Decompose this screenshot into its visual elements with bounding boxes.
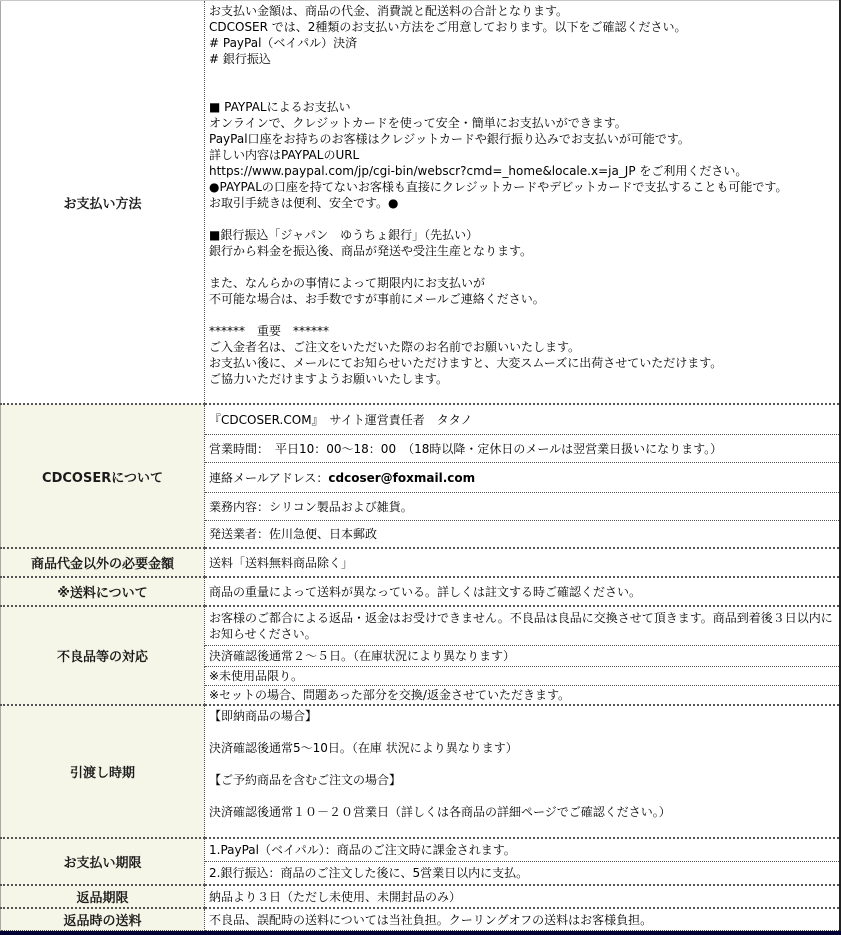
text-line: また、なんらかの事情によって期限内にお支払いが bbox=[209, 276, 486, 290]
text-line: # 銀行振込 bbox=[209, 52, 271, 66]
bottom-divider-bar bbox=[0, 931, 841, 935]
text-line: 不可能な場合は、お手数ですが事前にメールご連絡ください。 bbox=[209, 292, 545, 306]
delivery-time-text bbox=[205, 705, 841, 838]
text-line: ****** 重要 ****** bbox=[209, 324, 330, 338]
row-header-defective: 不良品等の対応 bbox=[1, 606, 205, 705]
contact-email: cdcoser@foxmail.com bbox=[328, 470, 476, 485]
text-line: 決済確認後通常5～10日。（在庫 状況により異なります） bbox=[209, 741, 518, 755]
text-line: 銀行から料金を振込後、商品が発送や受注生産となります。 bbox=[209, 244, 533, 258]
text-line: 決済確認後通常１０－２０営業日（詳しくは各商品の詳細ページでご確認ください。） bbox=[209, 805, 671, 819]
defective-unused-only: ※未使用品限り。 bbox=[205, 667, 841, 686]
row-header-about: CDCOSERについて bbox=[1, 404, 205, 548]
row-header-return-period: 返品期限 bbox=[1, 885, 205, 908]
about-business-hours: 営業時間： 平日10：00～18：00 （18時以降・定休日のメールは翌営業日扱いになります。） bbox=[205, 435, 841, 463]
about-business-content: 業務内容：シリコン製品および雑貨。 bbox=[205, 493, 841, 521]
shipping-note-text: 商品の重量によって送料が異なっている。詳しくは註文する時ご確認ください。 bbox=[205, 577, 841, 606]
text-line bbox=[209, 788, 835, 804]
text-line: # PayPal（ベイパル）決済 bbox=[209, 36, 358, 50]
text-line: お支払い後に、メールにてお知らせいただけますと、大変スムーズに出荷させていただけます。 bbox=[209, 356, 723, 370]
text-line bbox=[209, 724, 835, 740]
contact-label: 連絡メールアドレス： bbox=[209, 470, 329, 485]
text-line bbox=[209, 307, 835, 323]
text-line: 詳しい内容はPAYPALのURL bbox=[209, 148, 360, 162]
row-header-return-shipping: 返品時の送料 bbox=[1, 908, 205, 931]
defective-exchange-time: 決済確認後通常２～５日。（在庫状況により異なります） bbox=[205, 646, 841, 667]
about-contact bbox=[205, 463, 841, 493]
text-line bbox=[209, 211, 835, 227]
payment-method-text bbox=[205, 1, 841, 405]
row-header-extra-fees: 商品代金以外の必要金額 bbox=[1, 548, 205, 577]
defective-policy-text: お客様のご都合による返品・返金はお受けできません。不良品は良品に交換させて頂きます。商品到着後３日以内にお知らせください。 bbox=[205, 606, 841, 646]
text-line: ご入金者名は、ご注文をいただいた際のお名前でお願いいたします。 bbox=[209, 340, 581, 354]
text-line: ●PAYPALの口座を持てないお客様も直接にクレジットカードやデビットカードで支払することも可能です。 bbox=[209, 180, 788, 194]
text-line: お取引手続きは便利、安全です。● bbox=[209, 196, 399, 210]
text-line: PayPal口座をお持ちのお客様はクレジットカードや銀行振り込みでお支払いが可能です。 bbox=[209, 132, 690, 146]
extra-fees-text: 送料「送料無料商品除く」 bbox=[205, 548, 841, 577]
deadline-bank-transfer: 2.銀行振込：商品のご注文した後に、5営業日以内に支払。 bbox=[205, 862, 841, 886]
text-line bbox=[209, 83, 835, 99]
row-header-payment-method: お支払い方法 bbox=[1, 1, 205, 405]
paypal-url-text: https://www.paypal.com/jp/cgi-bin/webscr?cmd=_home&locale.x=ja_JP をご利用ください。 bbox=[209, 164, 748, 178]
text-line: ■ PAYPALによるお支払い bbox=[209, 100, 351, 114]
row-header-shipping-note: ※送料について bbox=[1, 577, 205, 606]
text-line: 【ご予約商品を含むご注文の場合】 bbox=[209, 773, 402, 787]
row-header-delivery: 引渡し時期 bbox=[1, 705, 205, 838]
text-line bbox=[209, 259, 835, 275]
text-line: お支払い金額は、商品の代金、消費説と配送料の合計となります。 bbox=[209, 4, 569, 18]
text-line: ■銀行振込「ジャパン ゆうちょ銀行」（先払い） bbox=[209, 228, 479, 242]
return-period-text: 納品より３日（ただし未使用、未開封品のみ） bbox=[205, 885, 841, 908]
text-line: ご協力いただけますようお願いいたします。 bbox=[209, 372, 449, 386]
about-shippers: 発送業者：佐川急便、日本郵政 bbox=[205, 521, 841, 549]
text-line: CDCOSER では、2種類のお支払い方法をご用意しております。以下をご確認ください。 bbox=[209, 20, 687, 34]
row-header-payment-deadline: お支払い期限 bbox=[1, 838, 205, 885]
text-line bbox=[209, 67, 835, 83]
text-line: オンラインで、クレジットカードを使って安全・簡単にお支払いができます。 bbox=[209, 116, 627, 130]
about-site-operator: 『CDCOSER.COM』 サイト運営責任者 タタノ bbox=[205, 404, 841, 435]
text-line bbox=[209, 756, 835, 772]
text-line: 【即納商品の場合】 bbox=[209, 709, 318, 723]
return-shipping-text: 不良品、誤配時の送料については当社負担。クーリングオフの送料はお客様負担。 bbox=[205, 908, 841, 931]
deadline-paypal: 1.PayPal（ベイパル）：商品のご注文時に課金されます。 bbox=[205, 838, 841, 862]
defective-set-note: ※セットの場合、問題あった部分を交換/返金させていただきます。 bbox=[205, 686, 841, 706]
